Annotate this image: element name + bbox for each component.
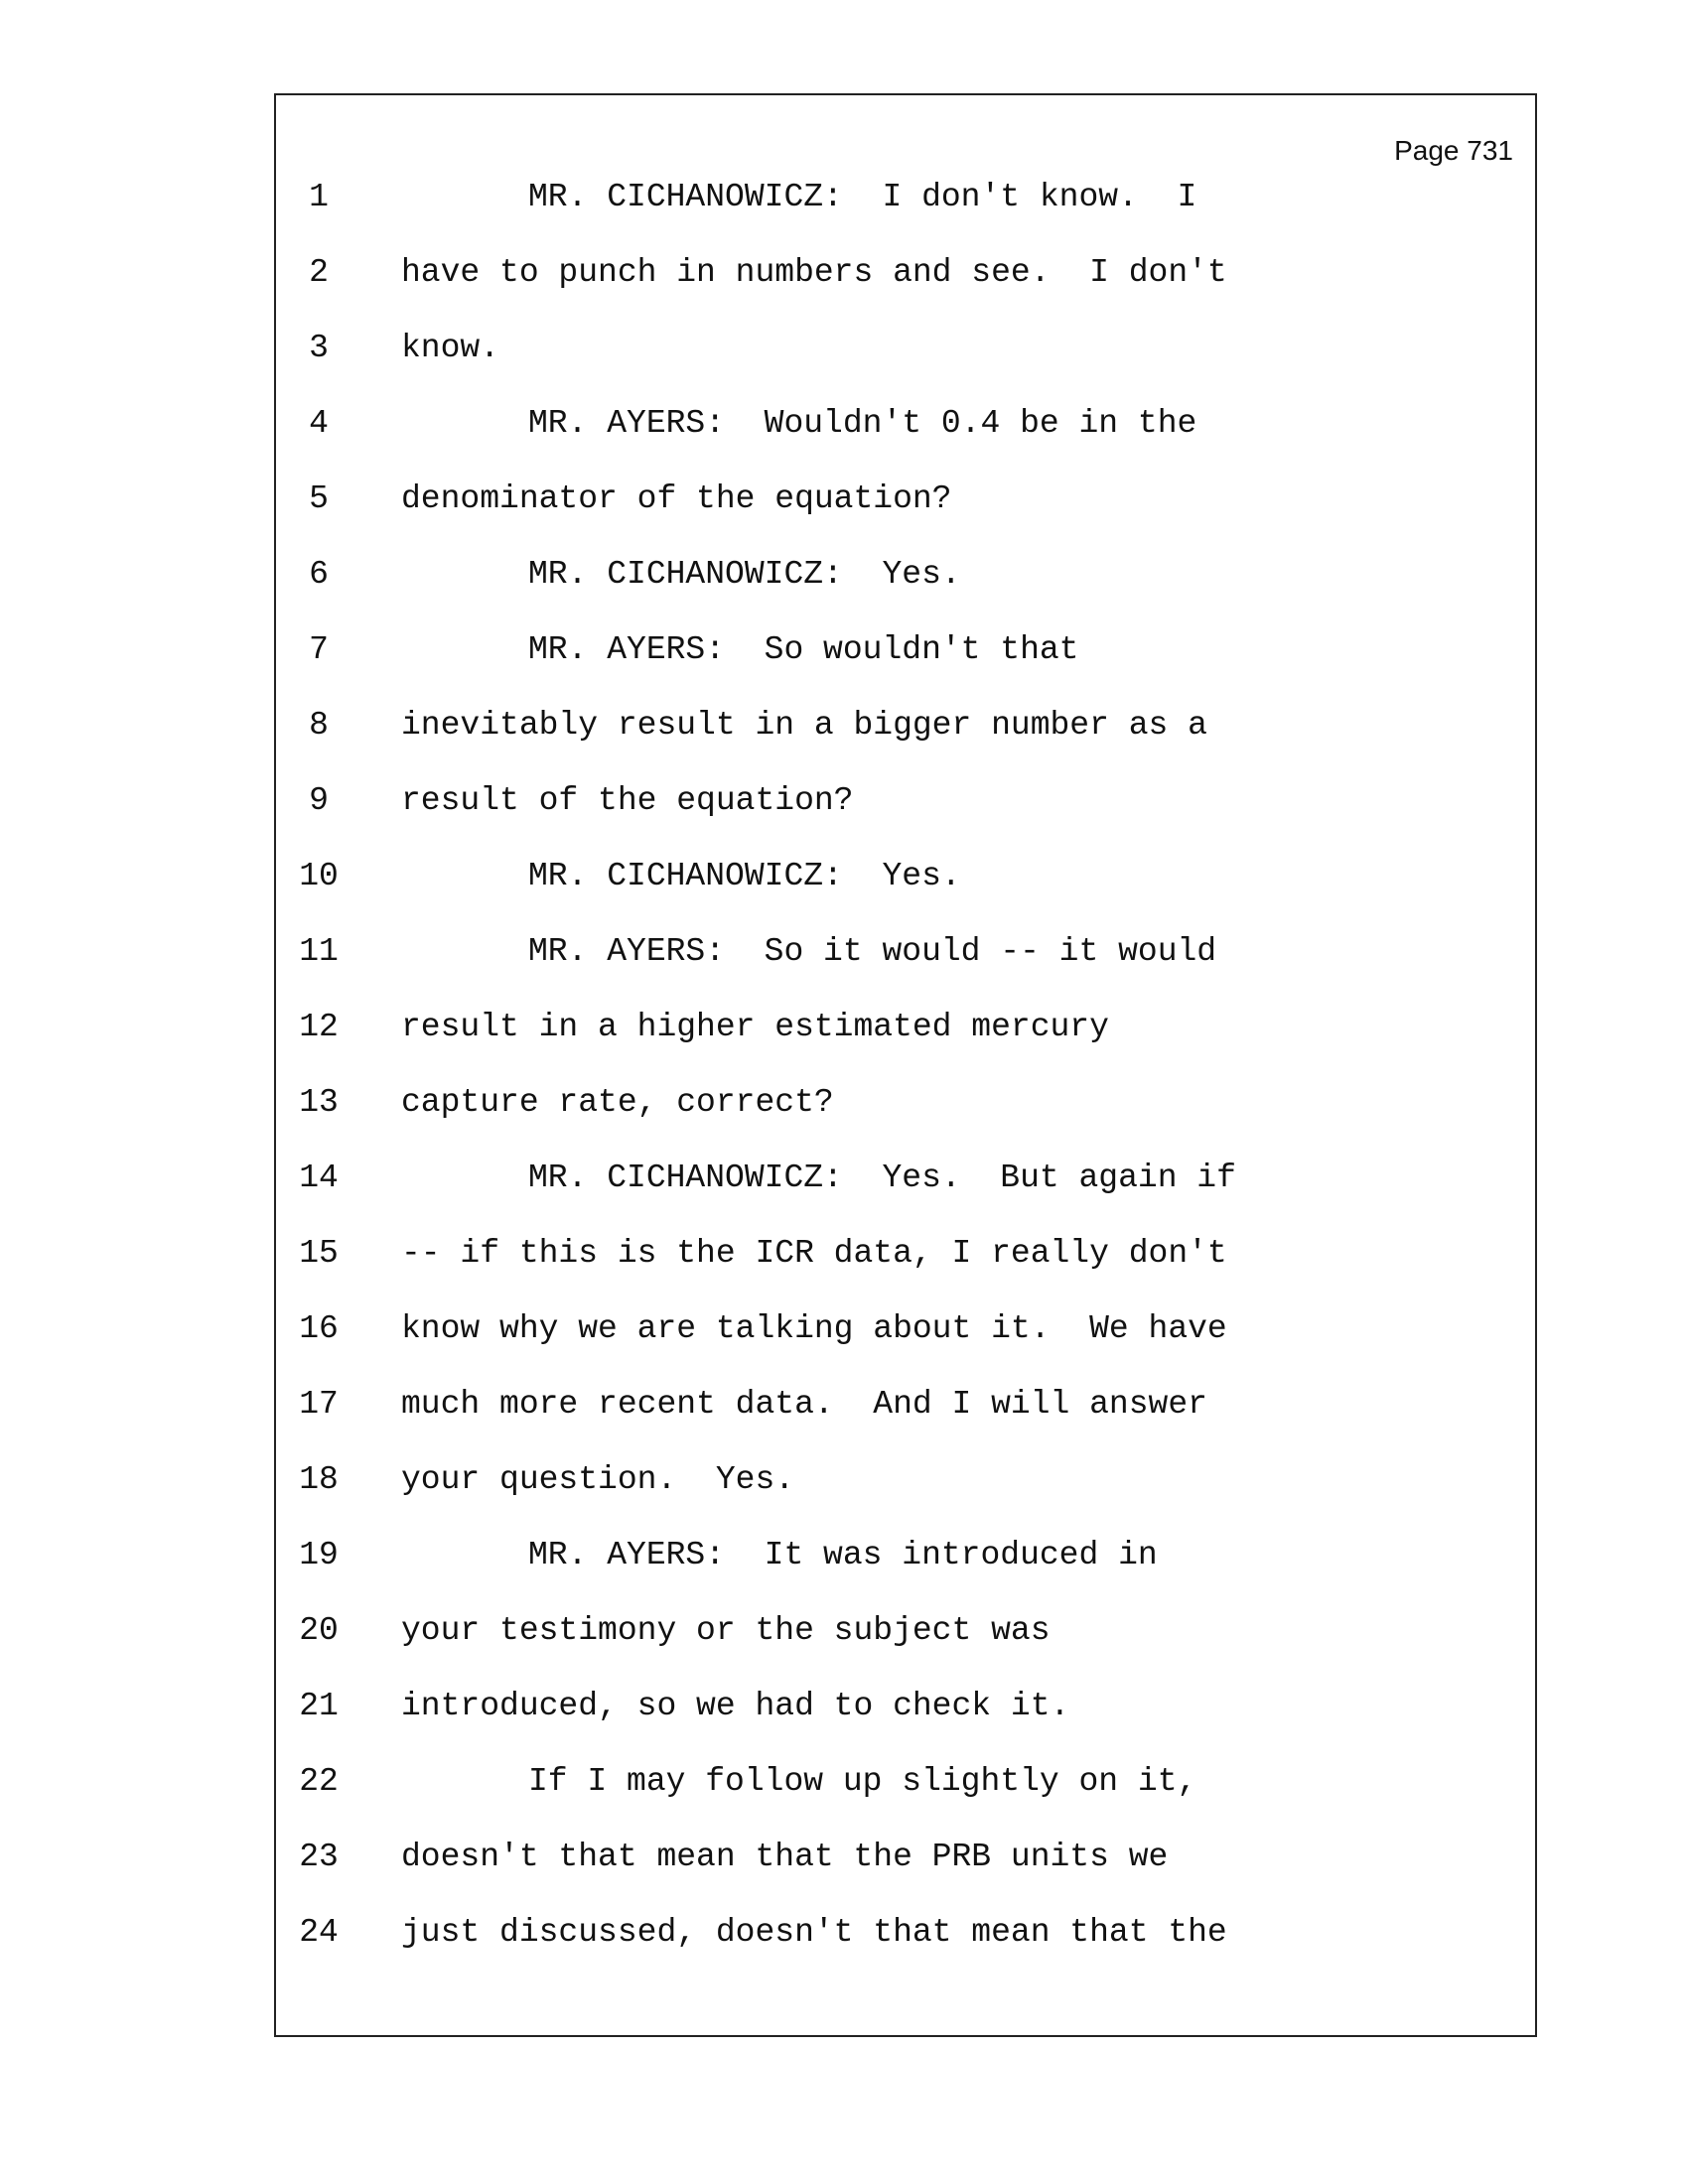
line-number: 17	[299, 1386, 339, 1423]
line-text: have to punch in numbers and see. I don't	[401, 254, 1227, 291]
line-number: 5	[309, 480, 329, 517]
line-number: 22	[299, 1763, 339, 1800]
transcript-line	[276, 462, 1535, 537]
line-text: MR. AYERS: So wouldn't that	[528, 631, 1079, 668]
transcript-line	[276, 1518, 1535, 1593]
line-text: MR. AYERS: So it would -- it would	[528, 933, 1217, 970]
transcript-line	[276, 1141, 1535, 1216]
transcript-line	[276, 914, 1535, 990]
line-text: much more recent data. And I will answer	[401, 1386, 1207, 1423]
line-text: MR. CICHANOWICZ: Yes.	[528, 858, 961, 894]
line-text: result in a higher estimated mercury	[401, 1009, 1109, 1045]
transcript-line	[276, 1065, 1535, 1141]
line-text: doesn't that mean that the PRB units we	[401, 1839, 1169, 1875]
line-number: 1	[309, 179, 329, 215]
line-number: 24	[299, 1914, 339, 1951]
line-number: 21	[299, 1688, 339, 1724]
line-number: 19	[299, 1537, 339, 1573]
transcript-line	[276, 688, 1535, 763]
transcript-line	[276, 763, 1535, 839]
line-text: MR. AYERS: Wouldn't 0.4 be in the	[528, 405, 1197, 442]
page-number: Page 731	[1394, 135, 1513, 166]
line-number: 23	[299, 1839, 339, 1875]
line-text: inevitably result in a bigger number as a	[401, 707, 1207, 744]
line-number: 2	[309, 254, 329, 291]
line-number: 15	[299, 1235, 339, 1272]
line-text: MR. CICHANOWICZ: Yes.	[528, 556, 961, 593]
transcript-line	[276, 1593, 1535, 1669]
line-text: If I may follow up slightly on it,	[528, 1763, 1197, 1800]
line-text: MR. CICHANOWICZ: Yes. But again if	[528, 1160, 1236, 1196]
transcript-line	[276, 160, 1535, 235]
transcript-line	[276, 1744, 1535, 1820]
transcript-line	[276, 990, 1535, 1065]
line-number: 20	[299, 1612, 339, 1649]
line-number: 7	[309, 631, 329, 668]
line-text: your testimony or the subject was	[401, 1612, 1051, 1649]
line-text: result of the equation?	[401, 782, 854, 819]
line-text: your question. Yes.	[401, 1461, 795, 1498]
line-number: 3	[309, 330, 329, 366]
transcript-line	[276, 1367, 1535, 1442]
transcript-line	[276, 1216, 1535, 1292]
transcript-line	[276, 1669, 1535, 1744]
transcript-line	[276, 839, 1535, 914]
transcript-line	[276, 1895, 1535, 1971]
transcript-line	[276, 613, 1535, 688]
transcript-line	[276, 1820, 1535, 1895]
transcript-line	[276, 1292, 1535, 1367]
line-number: 6	[309, 556, 329, 593]
transcript-page	[274, 93, 1537, 2037]
transcript-line	[276, 537, 1535, 613]
line-number: 13	[299, 1084, 339, 1121]
line-text: MR. AYERS: It was introduced in	[528, 1537, 1158, 1573]
transcript-lines	[276, 160, 1535, 1971]
line-text: know why we are talking about it. We have	[401, 1310, 1227, 1347]
line-number: 10	[299, 858, 339, 894]
line-text: just discussed, doesn't that mean that the	[401, 1914, 1227, 1951]
line-text: -- if this is the ICR data, I really don't	[401, 1235, 1227, 1272]
line-text: capture rate, correct?	[401, 1084, 834, 1121]
line-number: 14	[299, 1160, 339, 1196]
line-text: MR. CICHANOWICZ: I don't know. I	[528, 179, 1197, 215]
line-text: know.	[401, 330, 500, 366]
transcript-line	[276, 311, 1535, 386]
line-number: 8	[309, 707, 329, 744]
line-number: 18	[299, 1461, 339, 1498]
transcript-line	[276, 1442, 1535, 1518]
line-text: denominator of the equation?	[401, 480, 952, 517]
line-number: 11	[299, 933, 339, 970]
line-number: 16	[299, 1310, 339, 1347]
line-number: 12	[299, 1009, 339, 1045]
line-number: 9	[309, 782, 329, 819]
line-number: 4	[309, 405, 329, 442]
line-text: introduced, so we had to check it.	[401, 1688, 1070, 1724]
transcript-line	[276, 235, 1535, 311]
transcript-line	[276, 386, 1535, 462]
